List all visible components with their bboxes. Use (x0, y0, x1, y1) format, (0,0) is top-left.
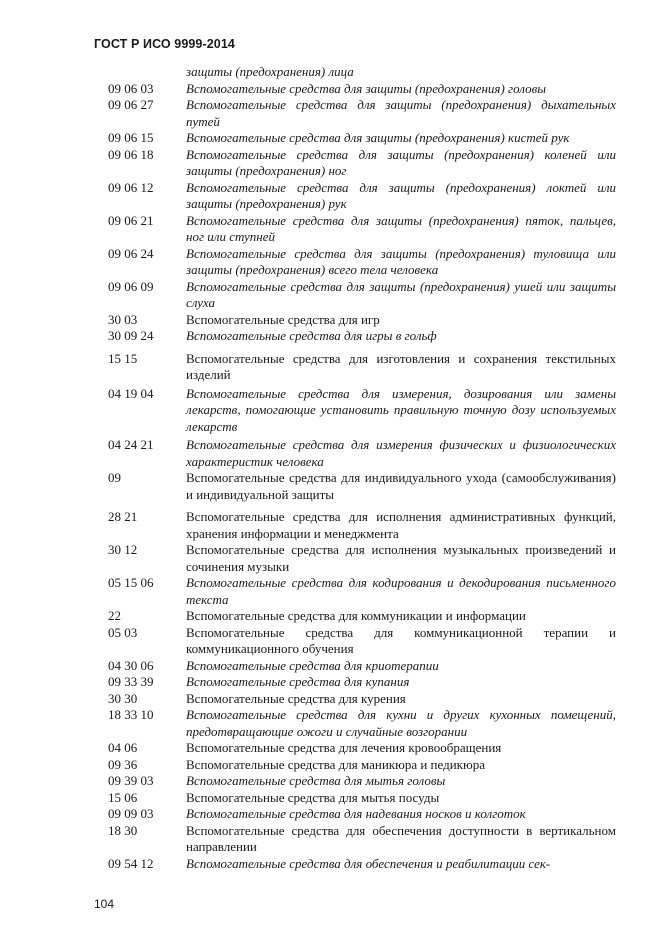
entry-code: 09 39 03 (108, 773, 154, 788)
entry-text: Вспомогательные средства для купания (186, 674, 410, 689)
entry-text: Вспомогательные средства для защиты (предохранения) пяток, пальцев, ног или ступней (186, 212, 616, 244)
entry-code: 09 06 24 (108, 245, 154, 261)
index-entry (108, 97, 616, 130)
index-entry (108, 823, 616, 856)
index-entry (108, 707, 616, 740)
index-entry (108, 437, 616, 470)
entry-text: Вспомогательные средства для защиты (предохранения) кистей рук (186, 130, 570, 145)
entry-code: 22 (108, 608, 121, 623)
document-header: ГОСТ Р ИСО 9999-2014 (94, 37, 235, 51)
index-entry (108, 773, 616, 790)
page-number: 104 (94, 897, 115, 911)
entry-code: 30 09 24 (108, 328, 154, 343)
index-entry (108, 608, 616, 625)
index-entry (108, 64, 616, 81)
entry-code: 09 54 12 (108, 855, 154, 871)
entry-text: Вспомогательные средства для защиты (предохранения) ушей или защиты слуха (186, 278, 616, 310)
entry-code: 09 06 03 (108, 80, 154, 96)
entry-text: Вспомогательные средства для маникюра и педикюра (186, 756, 485, 772)
index-entry (108, 806, 616, 823)
index-entry (108, 542, 616, 575)
entry-code: 09 06 21 (108, 212, 154, 228)
index-entry (108, 740, 616, 757)
index-entry (108, 625, 616, 658)
entry-text: Вспомогательные средства для измерения физических и физиологических характеристик человека (186, 437, 616, 469)
index-entry (108, 386, 616, 436)
entry-code: 09 06 15 (108, 130, 154, 145)
entry-code: 09 36 (108, 756, 138, 772)
index-entry (108, 130, 616, 147)
entry-text: Вспомогательные средства для мытья посуды (186, 789, 440, 805)
entry-code: 15 15 (108, 350, 138, 366)
entry-text: Вспомогательные средства для изготовления и сохранения текстильных изделий (186, 350, 616, 382)
index-entry (108, 575, 616, 608)
index-entry (108, 147, 616, 180)
entry-code: 15 06 (108, 789, 138, 805)
entry-text: Вспомогательные средства для кухни и других кухонных помещений, предотвращающие ожоги и случайные возгорании (186, 707, 616, 739)
entry-code: 18 33 10 (108, 707, 154, 722)
index-entry (108, 470, 616, 503)
index-entry (108, 509, 616, 542)
index-entry (108, 674, 616, 691)
entry-code: 30 12 (108, 542, 138, 557)
index-entry (108, 279, 616, 312)
index-list (108, 64, 616, 872)
entry-text: Вспомогательные средства для курения (186, 690, 406, 706)
entry-text: Вспомогательные средства для кодирования и декодирования письменного текста (186, 575, 616, 607)
entry-code: 09 33 39 (108, 674, 154, 689)
entry-code: 28 21 (108, 509, 138, 524)
entry-code: 04 19 04 (108, 385, 154, 401)
entry-text: Вспомогательные средства для коммуникации и информации (186, 608, 526, 623)
entry-code: 09 06 12 (108, 179, 154, 195)
entry-code: 18 30 (108, 822, 138, 838)
entry-code: 05 15 06 (108, 575, 154, 590)
entry-code: 04 06 (108, 740, 138, 755)
entry-text: Вспомогательные средства для обеспечения и реабилитации сек- (186, 855, 551, 871)
entry-text: Вспомогательные средства для коммуникационной терапии и коммуникационного обучения (186, 624, 616, 656)
entry-text: Вспомогательные средства для защиты (предохранения) дыхательных путей (186, 97, 616, 129)
entry-text: Вспомогательные средства для надевания носков и колготок (186, 806, 526, 821)
index-entry (108, 81, 616, 98)
index-entry (108, 691, 616, 708)
entry-text: Вспомогательные средства для измерения, дозирования или замены лекарств, помогающие установить правильную точную дозу используемых лекарств (186, 385, 616, 434)
entry-text: Вспомогательные средства для защиты (предохранения) коленей или защиты (предохранения) ног (186, 146, 616, 178)
entry-code: 09 06 09 (108, 278, 154, 294)
entry-text: Вспомогательные средства для защиты (предохранения) головы (186, 80, 547, 96)
entry-text: Вспомогательные средства для лечения кровообращения (186, 740, 502, 755)
entry-text: Вспомогательные средства для мытья головы (186, 773, 446, 788)
entry-text: Вспомогательные средства для игр (186, 311, 380, 327)
entry-text: Вспомогательные средства для защиты (предохранения) локтей или защиты (предохранения) рук (186, 179, 616, 211)
index-entry (108, 351, 616, 384)
entry-text: защиты (предохранения) лица (186, 64, 354, 79)
index-entry (108, 790, 616, 807)
entry-text: Вспомогательные средства для индивидуального ухода (самообслуживания) и индивидуальной защиты (186, 470, 616, 502)
entry-code: 09 06 18 (108, 146, 154, 162)
index-entry (108, 213, 616, 246)
index-entry (108, 658, 616, 675)
entry-code: 09 06 27 (108, 97, 154, 112)
index-entry (108, 757, 616, 774)
entry-code: 09 (108, 470, 121, 485)
entry-text: Вспомогательные средства для защиты (предохранения) туловища или защиты (предохранения) всего тела человека (186, 245, 616, 277)
entry-code: 30 03 (108, 311, 138, 327)
index-entry (108, 180, 616, 213)
entry-code: 09 09 03 (108, 806, 154, 821)
entry-text: Вспомогательные средства для игры в гольф (186, 328, 437, 343)
entry-text: Вспомогательные средства для исполнения музыкальных произведений и сочинения музыки (186, 542, 616, 574)
entry-text: Вспомогательные средства для исполнения административных функций, хранения информации и менеджмента (186, 509, 616, 541)
index-entry (108, 312, 616, 329)
index-entry (108, 328, 616, 345)
index-entry (108, 246, 616, 279)
entry-text: Вспомогательные средства для обеспечения доступности в вертикальном направлении (186, 822, 616, 854)
entry-text: Вспомогательные средства для криотерапии (186, 657, 439, 673)
entry-code: 05 03 (108, 624, 138, 640)
entry-code: 04 30 06 (108, 657, 154, 673)
entry-code: 30 30 (108, 690, 138, 706)
index-entry (108, 856, 616, 873)
entry-code: 04 24 21 (108, 437, 154, 452)
